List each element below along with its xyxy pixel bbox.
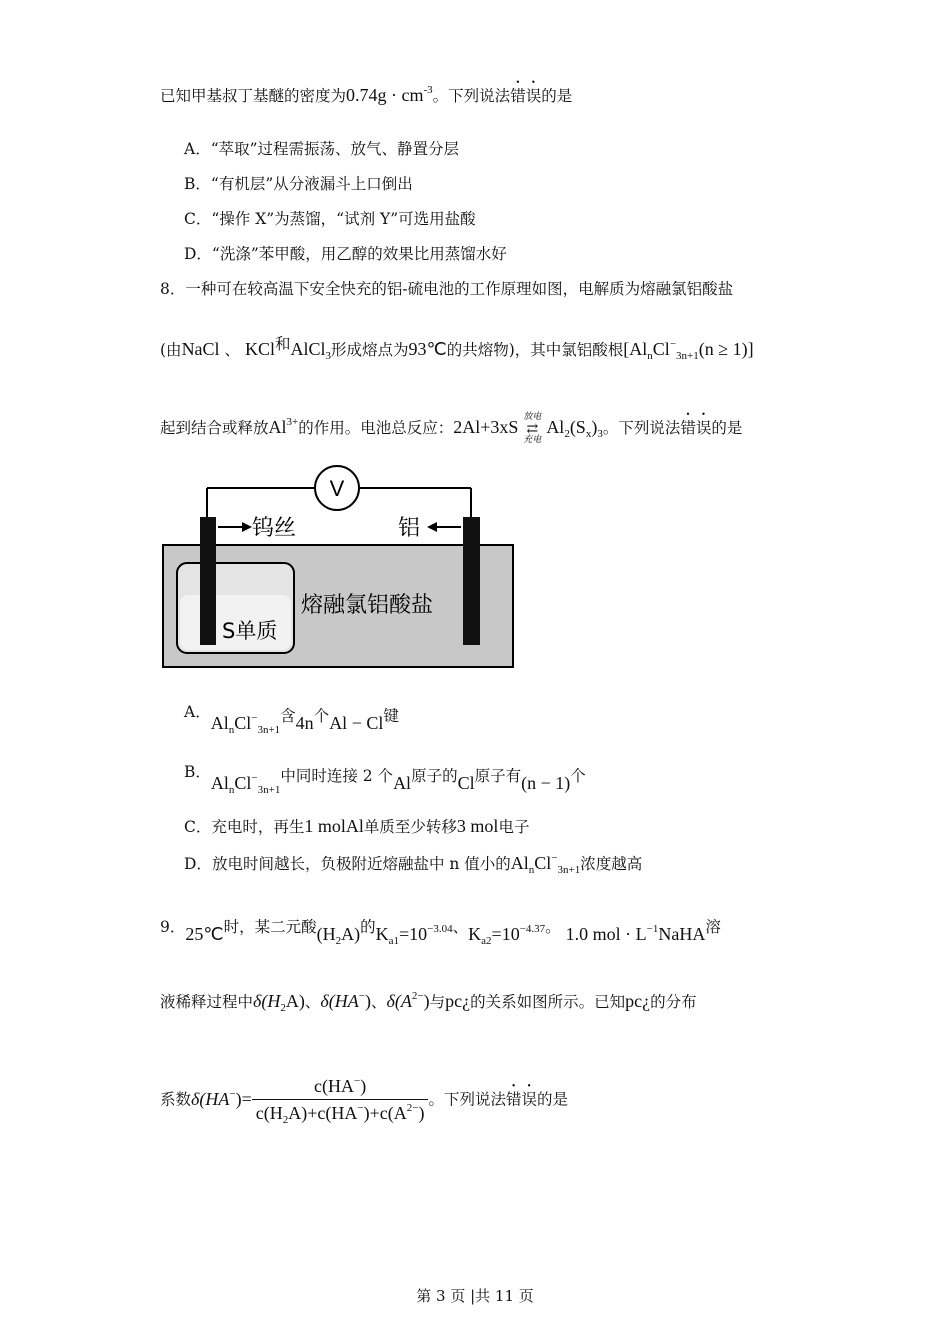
tungsten-label: 钨丝 [252, 516, 297, 541]
q8-option-d: D．放电时间越长，负极附近熔融盐中 n 值小的$Al_nCl^-_{3n+1}$浓度越高 [184, 852, 643, 876]
reaction-arrows: 放电 ⇄ 充电 [523, 412, 542, 445]
intro-text: 已知甲基叔丁基醚的密度为 [160, 87, 347, 105]
battery-diagram [160, 460, 520, 672]
density-value: $0.74g \cdot cm^{-3}$ [346, 84, 433, 105]
q8-line-1: 8．一种可在较高温下安全快充的铝-硫电池的工作原理如图，电解质为熔融氯铝酸盐 [160, 280, 734, 298]
chloroaluminate-ion: $[Al_nCl^-_{3n+1}(n \ge 1)]$ [623, 338, 754, 362]
right-arrow-head [427, 522, 437, 532]
q7-option-d: D．“洗涤”苯甲酸，用乙醇的效果比用蒸馏水好 [184, 245, 507, 263]
distribution-fraction: $\frac{c(HA^-)}{c(H_2A)+c(HA^-)+c(A^{2-})}$ [252, 1075, 429, 1126]
q8-line-3: 起到结合或释放$Al^{3+}$的作用。电池总反应：2Al+3xS 放电 ⇄ 充电 $Al_2(S_x)_3$。下列说法错误的是 [160, 412, 743, 445]
emphasis-wrong: 错误 [510, 87, 542, 105]
q7-option-b: B．“有机层”从分液漏斗上口倒出 [184, 175, 413, 193]
q8-option-a: A．$Al_nCl^-_{3n+1}$含4n个Al − Cl键 [184, 703, 399, 736]
voltmeter-label: V [329, 476, 345, 501]
q7-option-c: C．“操作 X”为蒸馏，“试剂 Y”可选用盐酸 [184, 210, 476, 228]
intro-line: 已知甲基叔丁基醚的密度为$0.74g \cdot cm^{-3}$。下列说法错误的是 [160, 84, 573, 105]
q9-line-2: 液稀释过程中$\delta(H_2A)$、δ(HA−)、$\delta(A^{2-})$与pc¿的关系如图所示。已知pc¿的分布 [160, 990, 697, 1014]
electrolyte-label: 熔融氯铝酸盐 [301, 593, 434, 618]
q8-option-c: C．充电时，再生1 molAl单质至少转移3 mol电子 [184, 816, 530, 836]
sulfur-label: S单质 [222, 619, 278, 643]
aluminum-electrode [463, 517, 480, 645]
left-arrow-head [242, 522, 252, 532]
q9-line-3: 系数δ(HA−)= $\frac{c(HA^-)}{c(H_2A)+c(HA^-)+c(A^{2-})}$ 。下列说法错误的是 [160, 1075, 568, 1126]
q8-line-2: (由NaCl 、 KCl和AlCl$_3$形成熔点为93℃的共熔物)，其中氯铝酸根$[Al_nCl^-_{3n+1}(n \ge 1)]$ [160, 335, 754, 362]
q9-line-1: 9．25℃时，某二元酸$(H_2A)$的$K_{a1}=10^{-3.04}$、$K_{a2}=10^{-4.37}$。 1.0 mol · $L^{-1}NaHA$溶 [160, 918, 721, 947]
page-footer: 第 3 页 |共 11 页 [416, 1287, 534, 1305]
q7-option-a: A．“萃取”过程需振荡、放气、静置分层 [184, 140, 460, 158]
tungsten-electrode [200, 517, 216, 645]
aluminum-label: 铝 [398, 516, 421, 541]
q8-option-b: B．$Al_nCl^-_{3n+1}$中同时连接 2 个Al原子的Cl原子有(n − 1)个 [184, 763, 586, 796]
